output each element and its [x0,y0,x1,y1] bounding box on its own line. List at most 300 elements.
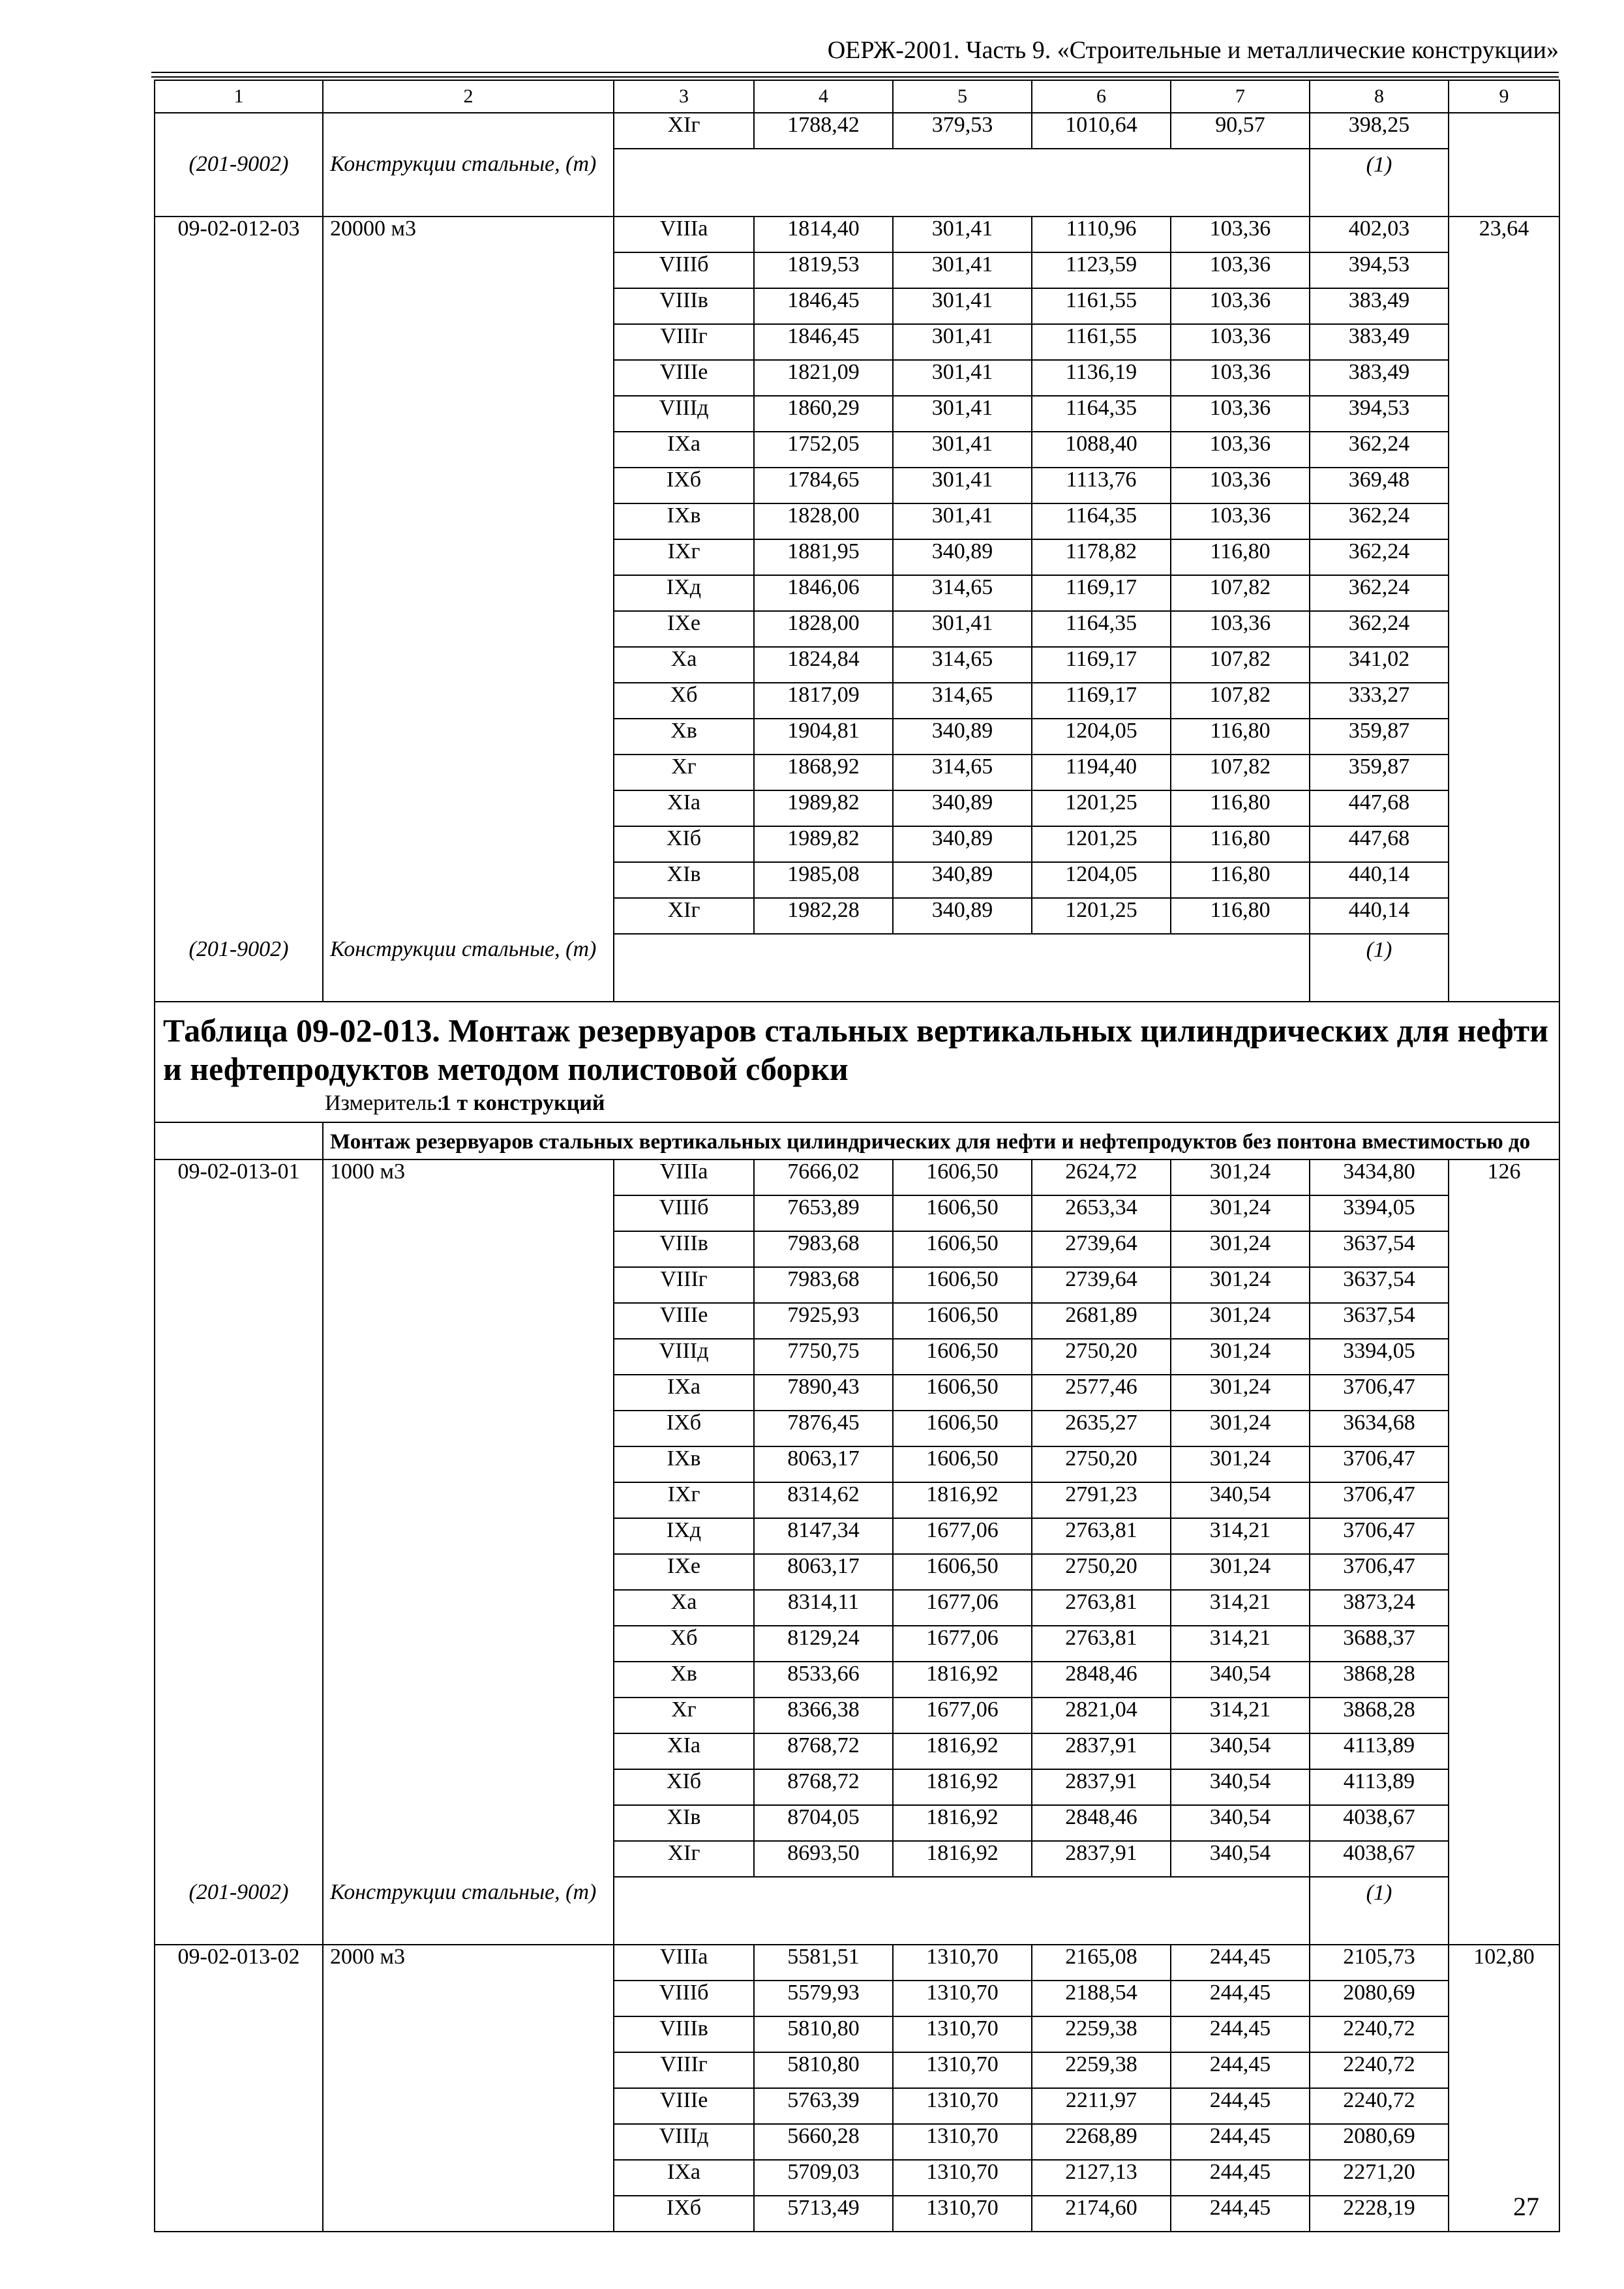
value-cell: 244,45 [1171,1945,1310,1981]
empty-cell [155,2052,323,2088]
table-title-row [155,1002,1559,1122]
value-cell: 107,82 [1171,755,1310,790]
value-cell: 1310,70 [893,2160,1032,2196]
zone-cell: Xв [614,719,754,755]
value-cell: 4038,67 [1310,1841,1449,1877]
value-cell: 383,49 [1310,360,1449,396]
empty-cell [1449,1733,1559,1769]
value-cell: 1904,81 [754,719,893,755]
zone-cell: XIа [614,790,754,826]
empty-cell [1171,1877,1310,1945]
empty-cell [155,468,323,503]
value-cell: 301,41 [893,611,1032,647]
empty-cell [754,149,893,217]
zone-cell: IXа [614,2160,754,2196]
empty-cell [1032,1877,1171,1945]
empty-cell [155,324,323,360]
empty-cell [155,1411,323,1446]
value-cell: 1816,92 [893,1769,1032,1805]
empty-cell [323,683,614,719]
value-cell: 301,41 [893,252,1032,288]
value-cell: 5713,49 [754,2196,893,2232]
value-cell: 340,54 [1171,1805,1310,1841]
item-name: 20000 м3 [323,217,614,252]
value-cell: 1164,35 [1032,611,1171,647]
zone-cell: VIIIа [614,1159,754,1195]
table-row [155,1267,1559,1303]
table-row [155,898,1559,934]
value-cell: 301,24 [1171,1195,1310,1231]
value-cell: 107,82 [1171,683,1310,719]
value-cell: 3706,47 [1310,1446,1449,1482]
empty-cell [323,1769,614,1805]
value-cell: 301,24 [1171,1554,1310,1590]
value-cell: 1860,29 [754,396,893,432]
value-cell: 3434,80 [1310,1159,1449,1195]
empty-cell [155,360,323,396]
table-row [155,2052,1559,2088]
value-cell: 383,49 [1310,324,1449,360]
empty-cell [1449,252,1559,288]
running-header: ОЕРЖ-2001. Часть 9. «Строительные и металлические конструкции» [827,37,1559,64]
empty-cell [323,252,614,288]
value-cell: 8063,17 [754,1554,893,1590]
value-cell: 1868,92 [754,755,893,790]
zone-cell: IXе [614,611,754,647]
zone-cell: XIа [614,1733,754,1769]
empty-cell [893,934,1032,1002]
value-cell: 3394,05 [1310,1195,1449,1231]
value-cell: 7983,68 [754,1231,893,1267]
column-number: 3 [614,80,754,113]
value-cell: 440,14 [1310,898,1449,934]
value-cell: 301,41 [893,360,1032,396]
empty-cell [155,647,323,683]
value-cell: 5763,39 [754,2088,893,2124]
value-cell: 2240,72 [1310,2052,1449,2088]
empty-cell [1449,1841,1559,1877]
value-cell: 2739,64 [1032,1231,1171,1267]
value-cell: 8693,50 [754,1841,893,1877]
value-cell: 333,27 [1310,683,1449,719]
value-cell: 301,24 [1171,1231,1310,1267]
value-cell: 2577,46 [1032,1375,1171,1411]
zone-cell: Xа [614,1590,754,1626]
value-cell: 4113,89 [1310,1769,1449,1805]
value-cell: 2763,81 [1032,1590,1171,1626]
empty-cell [323,575,614,611]
value-cell: 244,45 [1171,2160,1310,2196]
value-cell: 340,89 [893,826,1032,862]
value-cell: 2268,89 [1032,2124,1171,2160]
value-cell: 1982,28 [754,898,893,934]
table-row [155,324,1559,360]
empty-cell [155,1339,323,1375]
empty-cell [1449,647,1559,683]
zone-cell: VIIIа [614,217,754,252]
value-cell: 1201,25 [1032,898,1171,934]
value-cell: 1194,40 [1032,755,1171,790]
empty-cell [155,1231,323,1267]
table-row [155,539,1559,575]
empty-cell [1449,1554,1559,1590]
value-cell: 5709,03 [754,2160,893,2196]
empty-cell [323,360,614,396]
table-row [155,1303,1559,1339]
value-cell: 2165,08 [1032,1945,1171,1981]
empty-cell [1449,149,1559,217]
table-row [155,2016,1559,2052]
empty-cell [323,1303,614,1339]
zone-cell: VIIIе [614,2088,754,2124]
value-cell: 1814,40 [754,217,893,252]
table-row [155,468,1559,503]
empty-cell [323,2160,614,2196]
empty-cell [1171,934,1310,1002]
value-cell: 1310,70 [893,1981,1032,2016]
empty-cell [614,934,754,1002]
table-row [155,2124,1559,2160]
empty-cell [155,2088,323,2124]
value-cell: 3706,47 [1310,1375,1449,1411]
empty-cell [323,1411,614,1446]
value-cell: 3873,24 [1310,1590,1449,1626]
value-cell: 2228,19 [1310,2196,1449,2232]
value-cell: 1677,06 [893,1590,1032,1626]
empty-cell [1032,934,1171,1002]
header-rule-double [151,76,1559,78]
empty-cell [155,1303,323,1339]
value-cell: 1606,50 [893,1446,1032,1482]
value-cell: 340,54 [1171,1662,1310,1698]
value-cell: 116,80 [1171,790,1310,826]
empty-cell [323,1805,614,1841]
value-cell: 1817,09 [754,683,893,719]
resource-factor: (1) [1310,1877,1449,1945]
item-code: 09-02-012-03 [155,217,323,252]
empty-cell [1449,432,1559,468]
zone-cell: Xа [614,647,754,683]
value-cell: 7666,02 [754,1159,893,1195]
zone-cell: XIв [614,862,754,898]
value-cell: 2848,46 [1032,1662,1171,1698]
value-cell: 1110,96 [1032,217,1171,252]
empty-cell [323,2052,614,2088]
empty-cell [155,1626,323,1662]
value-cell: 8147,34 [754,1518,893,1554]
resource-code: (201-9002) [155,1877,323,1945]
value-cell: 3706,47 [1310,1482,1449,1518]
value-cell: 2635,27 [1032,1411,1171,1446]
zone-cell: IXб [614,1411,754,1446]
value-cell: 7750,75 [754,1339,893,1375]
empty-cell [1449,113,1559,149]
empty-cell [1449,324,1559,360]
value-cell: 8533,66 [754,1662,893,1698]
item-name: 2000 м3 [323,1945,614,1981]
value-cell: 301,24 [1171,1375,1310,1411]
value-cell: 1164,35 [1032,503,1171,539]
zone-cell: VIIIб [614,1981,754,2016]
empty-cell [155,898,323,934]
table-row [155,1733,1559,1769]
value-cell: 103,36 [1171,396,1310,432]
table-title-cell [155,1002,1559,1122]
value-cell: 2188,54 [1032,1981,1171,2016]
value-cell: 3637,54 [1310,1303,1449,1339]
table-row [155,2088,1559,2124]
value-cell: 103,36 [1171,324,1310,360]
value-cell: 314,65 [893,647,1032,683]
empty-cell [1449,1805,1559,1841]
value-cell: 1201,25 [1032,826,1171,862]
empty-cell [323,826,614,862]
value-cell: 1816,92 [893,1733,1032,1769]
value-cell: 1819,53 [754,252,893,288]
column-number: 2 [323,80,614,113]
value-cell: 8704,05 [754,1805,893,1841]
table-row [155,1339,1559,1375]
value-cell: 1606,50 [893,1411,1032,1446]
empty-cell [893,1877,1032,1945]
empty-cell [323,1231,614,1267]
empty-cell [1449,1698,1559,1733]
empty-cell [323,1590,614,1626]
empty-cell [323,396,614,432]
empty-cell [1449,2160,1559,2196]
value-cell: 301,41 [893,324,1032,360]
value-cell: 1310,70 [893,2124,1032,2160]
value-cell: 1310,70 [893,2052,1032,2088]
empty-cell [1449,1446,1559,1482]
empty-cell [323,755,614,790]
table-row [155,1446,1559,1482]
empty-cell [155,755,323,790]
value-cell: 116,80 [1171,539,1310,575]
empty-cell [1449,2016,1559,2052]
value-cell: 340,54 [1171,1841,1310,1877]
value-cell: 1606,50 [893,1159,1032,1195]
empty-cell [323,539,614,575]
value-cell: 2750,20 [1032,1554,1171,1590]
value-cell: 383,49 [1310,288,1449,324]
value-cell: 1816,92 [893,1482,1032,1518]
value-cell: 402,03 [1310,217,1449,252]
value-cell: 340,54 [1171,1482,1310,1518]
empty-cell [323,2088,614,2124]
value-cell: 5660,28 [754,2124,893,2160]
empty-cell [155,539,323,575]
value-cell: 1989,82 [754,826,893,862]
table-row [155,1554,1559,1590]
value-cell: 301,24 [1171,1303,1310,1339]
value-cell: 340,54 [1171,1769,1310,1805]
empty-cell [323,324,614,360]
value-cell: 314,21 [1171,1698,1310,1733]
value-cell: 116,80 [1171,862,1310,898]
value-cell: 103,36 [1171,217,1310,252]
value-cell: 107,82 [1171,647,1310,683]
value-cell: 2821,04 [1032,1698,1171,1733]
empty-cell [1449,1267,1559,1303]
table-title: Таблица 09-02-013. Монтаж резервуаров стальных вертикальных цилиндрических для нефти и нефтепродуктов методом полистовой сборки [163,1012,1549,1087]
resource-factor: (1) [1310,149,1449,217]
value-cell: 1606,50 [893,1231,1032,1267]
value-cell: 1310,70 [893,1945,1032,1981]
value-cell: 1169,17 [1032,575,1171,611]
value-cell: 362,24 [1310,503,1449,539]
value-cell: 7925,93 [754,1303,893,1339]
zone-cell: Xг [614,1698,754,1733]
table-row [155,683,1559,719]
empty-cell [1449,1877,1559,1945]
empty-cell [155,790,323,826]
empty-cell [155,1805,323,1841]
value-cell: 8314,62 [754,1482,893,1518]
value-cell: 301,24 [1171,1446,1310,1482]
empty-cell [1449,288,1559,324]
table-row [155,1159,1559,1195]
empty-cell [1449,1303,1559,1339]
value-cell: 301,24 [1171,1411,1310,1446]
empty-cell [155,1841,323,1877]
table-row [155,1375,1559,1411]
empty-cell [323,719,614,755]
empty-cell [323,2016,614,2052]
value-cell: 2624,72 [1032,1159,1171,1195]
value-cell: 3868,28 [1310,1698,1449,1733]
zone-cell: IXг [614,539,754,575]
value-cell: 362,24 [1310,539,1449,575]
value-cell: 2750,20 [1032,1446,1171,1482]
value-cell: 301,41 [893,432,1032,468]
value-cell: 1606,50 [893,1375,1032,1411]
zone-cell: VIIIд [614,1339,754,1375]
table-row [155,432,1559,468]
value-cell: 8129,24 [754,1626,893,1662]
table-row [155,2160,1559,2196]
empty-cell [1449,396,1559,432]
empty-cell [1449,1981,1559,2016]
zone-cell: VIIIа [614,1945,754,1981]
value-cell: 2105,73 [1310,1945,1449,1981]
value-cell: 107,82 [1171,575,1310,611]
value-cell: 103,36 [1171,252,1310,288]
item-code: 09-02-013-01 [155,1159,323,1195]
value-cell: 1606,50 [893,1267,1032,1303]
empty-cell [754,1877,893,1945]
value-cell: 301,41 [893,468,1032,503]
column-number: 8 [1310,80,1449,113]
value-cell: 2681,89 [1032,1303,1171,1339]
value-cell: 314,21 [1171,1626,1310,1662]
value-cell: 8063,17 [754,1446,893,1482]
value-cell: 8314,11 [754,1590,893,1626]
value-cell: 314,21 [1171,1518,1310,1554]
value-cell: 1310,70 [893,2088,1032,2124]
empty-cell [1449,1590,1559,1626]
value-cell: 244,45 [1171,1981,1310,2016]
value-cell: 1178,82 [1032,539,1171,575]
empty-cell [323,647,614,683]
table-row [155,611,1559,647]
value-cell: 340,89 [893,719,1032,755]
value-cell: 340,89 [893,898,1032,934]
empty-cell [1449,934,1559,1002]
resource-footnote-row [155,149,1559,217]
value-cell: 1606,50 [893,1195,1032,1231]
table-row [155,826,1559,862]
value-cell: 1784,65 [754,468,893,503]
value-cell: 340,89 [893,539,1032,575]
empty-cell [323,1339,614,1375]
empty-cell [1449,1375,1559,1411]
description-row [155,1122,1559,1159]
zone-cell: VIIIе [614,1303,754,1339]
value-cell: 3706,47 [1310,1518,1449,1554]
zone-cell: XIб [614,1769,754,1805]
empty-cell [1449,1662,1559,1698]
empty-cell [155,113,323,149]
empty-cell [1449,898,1559,934]
value-cell: 103,36 [1171,611,1310,647]
value-cell: 340,89 [893,790,1032,826]
value-cell: 1846,45 [754,324,893,360]
item-col9-value: 126 [1449,1159,1559,1195]
zone-cell: VIIIв [614,1231,754,1267]
value-cell: 394,53 [1310,396,1449,432]
empty-cell [323,1841,614,1877]
zone-cell: IXд [614,575,754,611]
zone-cell: Xв [614,1662,754,1698]
table-row [155,1590,1559,1626]
value-cell: 2240,72 [1310,2088,1449,2124]
value-cell: 1606,50 [893,1554,1032,1590]
zone-cell: VIIIг [614,2052,754,2088]
column-number: 7 [1171,80,1310,113]
table-row [155,1981,1559,2016]
empty-cell [323,503,614,539]
value-cell: 2763,81 [1032,1626,1171,1662]
value-cell: 362,24 [1310,611,1449,647]
value-cell: 3868,28 [1310,1662,1449,1698]
value-cell: 3634,68 [1310,1411,1449,1446]
empty-cell [1449,575,1559,611]
table-row [155,1195,1559,1231]
empty-cell [1449,826,1559,862]
value-cell: 3637,54 [1310,1231,1449,1267]
item-col9-value: 102,80 [1449,1945,1559,1981]
empty-cell [1449,611,1559,647]
table-row [155,252,1559,288]
empty-cell [323,611,614,647]
value-cell: 1136,19 [1032,360,1171,396]
table-row [155,1518,1559,1554]
table-row [155,360,1559,396]
header-rule [151,72,1559,73]
table-row [155,575,1559,611]
value-cell: 359,87 [1310,719,1449,755]
value-cell: 7653,89 [754,1195,893,1231]
value-cell: 3706,47 [1310,1554,1449,1590]
value-cell: 5810,80 [754,2052,893,2088]
empty-cell [155,503,323,539]
value-cell: 2174,60 [1032,2196,1171,2232]
value-cell: 1824,84 [754,647,893,683]
zone-cell: VIIIг [614,1267,754,1303]
table-row [155,1411,1559,1446]
value-cell: 369,48 [1310,468,1449,503]
